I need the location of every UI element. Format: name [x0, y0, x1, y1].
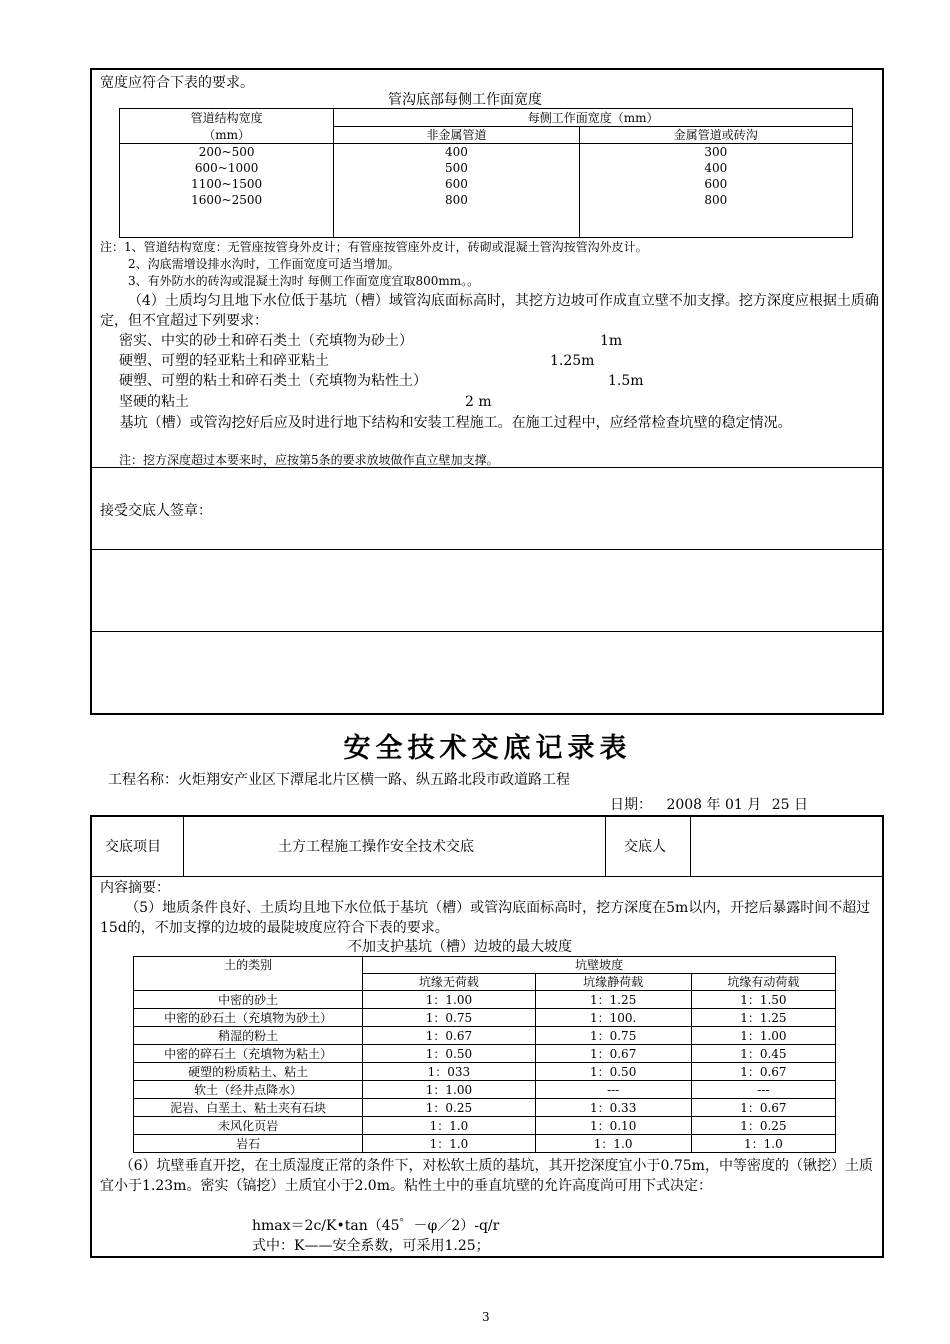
person-label: 交底人 — [624, 839, 666, 855]
table-cell-nonmetal: 400 500 600 800 — [334, 144, 579, 238]
date-line — [610, 795, 808, 815]
table-header-cell: 土的类别 — [134, 957, 363, 991]
project-name: 工程名称：火炬翔安产业区下潭尾北片区横一路、纵五路北段市政道路工程 — [108, 772, 570, 788]
slope-table — [133, 956, 836, 1153]
soil-item-value: 1m — [600, 333, 623, 349]
soil-item-value: 1.5m — [608, 373, 644, 389]
table-header-cell: 坑缘静荷载 — [535, 974, 691, 991]
table-cell-metal: 300 400 600 800 — [579, 144, 852, 238]
paragraph-5: （5）地质条件良好、土质均且地下水位低于基坑（槽）或管沟底面标高时，挖方深度在5m以内，开挖后暴露时间不超过15d的，不加支撑的边坡的最陡坡度应符合下表的要求。 — [100, 900, 871, 936]
soil-item-label: 坚硬的粘土 — [119, 394, 189, 410]
date-month: 01 — [725, 797, 743, 813]
table-header-cell: 坑缘无荷载 — [363, 974, 535, 991]
date-year-unit: 年 — [706, 797, 721, 813]
item-value: 土方工程施工操作安全技术交底 — [278, 839, 474, 855]
table-header-cell: 管道结构宽度 — [120, 109, 334, 127]
table-group-header: 每侧工作面宽度（mm） — [334, 109, 853, 127]
table-row: 泥岩、白垩土、粘土夹有石块 1：0.25 1：0.33 1：0.67 — [134, 1099, 836, 1117]
intro-text: 宽度应符合下表的要求。 — [100, 75, 254, 91]
header-divider — [605, 816, 606, 876]
note-line: 注：1、管道结构宽度：无管座按管身外皮计；有管座按管座外皮计，砖砌或混凝土管沟按管沟外皮计。 — [100, 240, 648, 254]
note-line: 3、有外防水的砖沟或混凝土沟时 每侧工作面宽度宜取800mm。。 — [128, 274, 480, 288]
table-header-cell: 非金属管道 — [334, 127, 579, 144]
date-label: 日期： — [610, 797, 652, 813]
summary-label: 内容摘要： — [100, 880, 170, 896]
formula: hmax＝2c/K•tan（45゜－φ／2）-q/r — [252, 1218, 500, 1234]
date-month-unit: 月 — [747, 797, 762, 813]
formula-note: 式中：K——安全系数，可采用1.25； — [252, 1238, 490, 1254]
header-divider — [183, 816, 184, 876]
header-divider — [690, 816, 691, 876]
note-depth: 注：挖方深度超过本要来时，应按第5条的要求放坡做作直立壁加支撑。 — [119, 453, 499, 467]
date-day-unit: 日 — [794, 797, 809, 813]
soil-item-label: 硬塑、可塑的轻亚粘土和碎亚粘土 — [119, 353, 329, 369]
page-number: 3 — [482, 1310, 490, 1324]
table-header-cell: 坑缘有动荷载 — [691, 974, 835, 991]
table-row: 中密的砂土 1：1.00 1：1.25 1：1.50 — [134, 991, 836, 1009]
table-cell-widths: 200~500 600~1000 1100~1500 1600~2500 — [120, 144, 334, 238]
paragraph-pit: 基坑（槽）或管沟挖好后应及时进行地下结构和安装工程施工。在施工过程中，应经常检查坑壁的稳定情况。 — [119, 415, 792, 431]
table-row: 硬塑的粉质粘土、粘土 1：033 1：0.50 1：0.67 — [134, 1063, 836, 1081]
header-divider — [91, 876, 883, 877]
paragraph-6: （6）坑壁垂直开挖，在土质湿度正常的条件下，对松软土质的基坑，其开挖深度宜小于0.75m，中等密度的（锹挖）土质宜小于1.23m。密实（镐挖）土质宜小于2.0m。粘性土中的垂直坑壁的允许高度尚可用下式决定： — [100, 1158, 873, 1194]
soil-item-label: 密实、中实的砂土和碎石类土（充填物为砂土） — [119, 333, 413, 349]
table-group-header: 坑壁坡度 — [363, 957, 836, 974]
table-header-cell: 金属管道或砖沟 — [579, 127, 852, 144]
note-line: 2、沟底需增设排水沟时，工作面宽度可适当增加。 — [128, 257, 400, 271]
table-row: 软土（经井点降水） 1：1.00 --- --- — [134, 1081, 836, 1099]
paragraph-4: （4）土质均匀且地下水位低于基坑（槽）域管沟底面标高时，其挖方边坡可作成直立壁不加支撑。挖方深度应根据土质确定，但不宜超过下列要求： — [100, 293, 879, 329]
divider-line — [91, 631, 883, 632]
signature-label: 接受交底人签章： — [100, 503, 212, 519]
soil-item-value: 2 m — [465, 394, 492, 410]
soil-item-value: 1.25m — [550, 353, 595, 369]
item-label: 交底项目 — [105, 839, 161, 855]
table-header-cell: （mm） — [120, 127, 334, 144]
table-row: 岩石 1：1.0 1：1.0 1：1.0 — [134, 1135, 836, 1153]
table-row: 中密的砂石土（充填物为砂土） 1：0.75 1：100. 1：1.25 — [134, 1009, 836, 1027]
table-row: 中密的碎石土（充填物为粘土） 1：0.50 1：0.67 1：0.45 — [134, 1045, 836, 1063]
work-width-table — [119, 108, 853, 238]
table-row: 稍湿的粉土 1：0.67 1：0.75 1：1.00 — [134, 1027, 836, 1045]
table-title: 管沟底部每侧工作面宽度 — [388, 92, 542, 108]
page-title: 安全技术交底记录表 — [343, 733, 632, 764]
date-day: 25 — [771, 797, 790, 813]
table-row: 未风化页岩 1：1.0 1：0.10 1：0.25 — [134, 1117, 836, 1135]
slope-table-title: 不加支护基坑（槽）边坡的最大坡度 — [348, 939, 572, 955]
soil-item-label: 硬塑、可塑的粘土和碎石类土（充填物为粘性土） — [119, 373, 427, 389]
date-year: 2008 — [666, 797, 703, 813]
divider-line — [91, 549, 883, 550]
